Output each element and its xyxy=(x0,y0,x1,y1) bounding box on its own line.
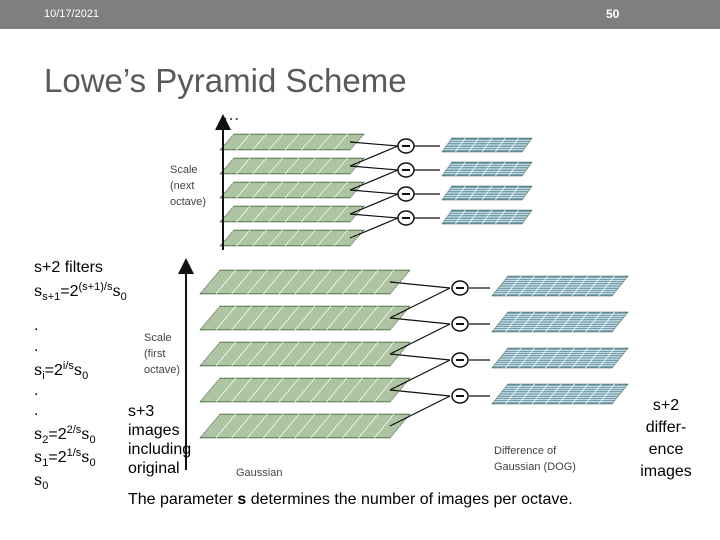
gaussian-layer-first xyxy=(200,270,410,294)
dog-layer-first xyxy=(492,348,628,368)
subtract-icon xyxy=(452,353,468,367)
gaussian-layer-next xyxy=(220,230,364,246)
pyramid-figure xyxy=(144,100,640,485)
ellipsis: … xyxy=(222,104,240,124)
scale-first-line2: (first xyxy=(144,348,166,360)
scale-first-line1: Scale xyxy=(144,332,172,344)
scale-next-line3: octave) xyxy=(170,196,207,208)
subtract-icon xyxy=(452,317,468,331)
sigma-1-formula: $s_1=2^{1/s}s_0$ xyxy=(34,447,96,469)
gaussian-layer-next xyxy=(220,182,364,198)
slide-date: 10/17/2021 xyxy=(44,8,100,20)
dog-layer-next xyxy=(442,162,532,176)
header-bar xyxy=(0,0,720,29)
sigma-2-formula: $s_2=2^{2/s}s_0$ xyxy=(34,424,96,446)
gaussian-layer-next xyxy=(220,158,364,174)
pyramid-diagram xyxy=(144,100,640,485)
gaussian-layer-next xyxy=(220,134,364,150)
subtract-icon xyxy=(398,163,414,177)
sigma-symbol: s xyxy=(34,281,43,300)
gaussian-layer-next xyxy=(220,206,364,222)
gaussian-count-note: s+3 images including original xyxy=(128,403,192,477)
ellipsis-dot-3: . xyxy=(34,382,39,399)
sigma-s1-formula: $s_{s+1}=2^{(s+1)/s}s_0$ xyxy=(34,281,127,303)
caption: The parameter s determines the number of images per octave. xyxy=(128,491,573,508)
sigma-symbol: s xyxy=(112,281,121,300)
ellipsis-dot-1: . xyxy=(34,317,39,334)
sigma-0-formula: $s_0$ xyxy=(34,470,49,492)
sigma-i-formula: $s_i=2^{i/s}s_0$ xyxy=(34,360,89,382)
filters-label: s+2 filters xyxy=(34,259,103,276)
slide-title: Lowe’s Pyramid Scheme xyxy=(44,62,407,99)
dog-layer-next xyxy=(442,138,532,152)
page-number: 50 xyxy=(606,7,620,21)
dog-label-line2: Gaussian (DOG) xyxy=(494,461,576,473)
subtract-icon xyxy=(398,139,414,153)
gaussian-layer-first xyxy=(200,306,410,330)
dog-label-line1: Difference of xyxy=(494,445,557,457)
dog-layer-next xyxy=(442,186,532,200)
dog-count-note: s+2 differ- ence images xyxy=(640,397,692,480)
scale-next-line1: Scale xyxy=(170,164,198,176)
ellipsis-dot-2: . xyxy=(34,338,39,355)
subtract-icon xyxy=(398,187,414,201)
gaussian-layer-first xyxy=(200,378,410,402)
gaussian-label: Gaussian xyxy=(236,467,283,479)
subtract-icon xyxy=(398,211,414,225)
dog-layer-first xyxy=(492,276,628,296)
ellipsis-dot-4: . xyxy=(34,402,39,419)
subtract-icon xyxy=(452,281,468,295)
gaussian-layer-first xyxy=(200,342,410,366)
dog-layer-first xyxy=(492,384,628,404)
gaussian-layer-first xyxy=(200,414,410,438)
scale-next-line2: (next xyxy=(170,180,195,192)
subtract-icon xyxy=(452,389,468,403)
dog-layer-first xyxy=(492,312,628,332)
dog-layer-next xyxy=(442,210,532,224)
scale-first-line3: octave) xyxy=(144,364,181,376)
